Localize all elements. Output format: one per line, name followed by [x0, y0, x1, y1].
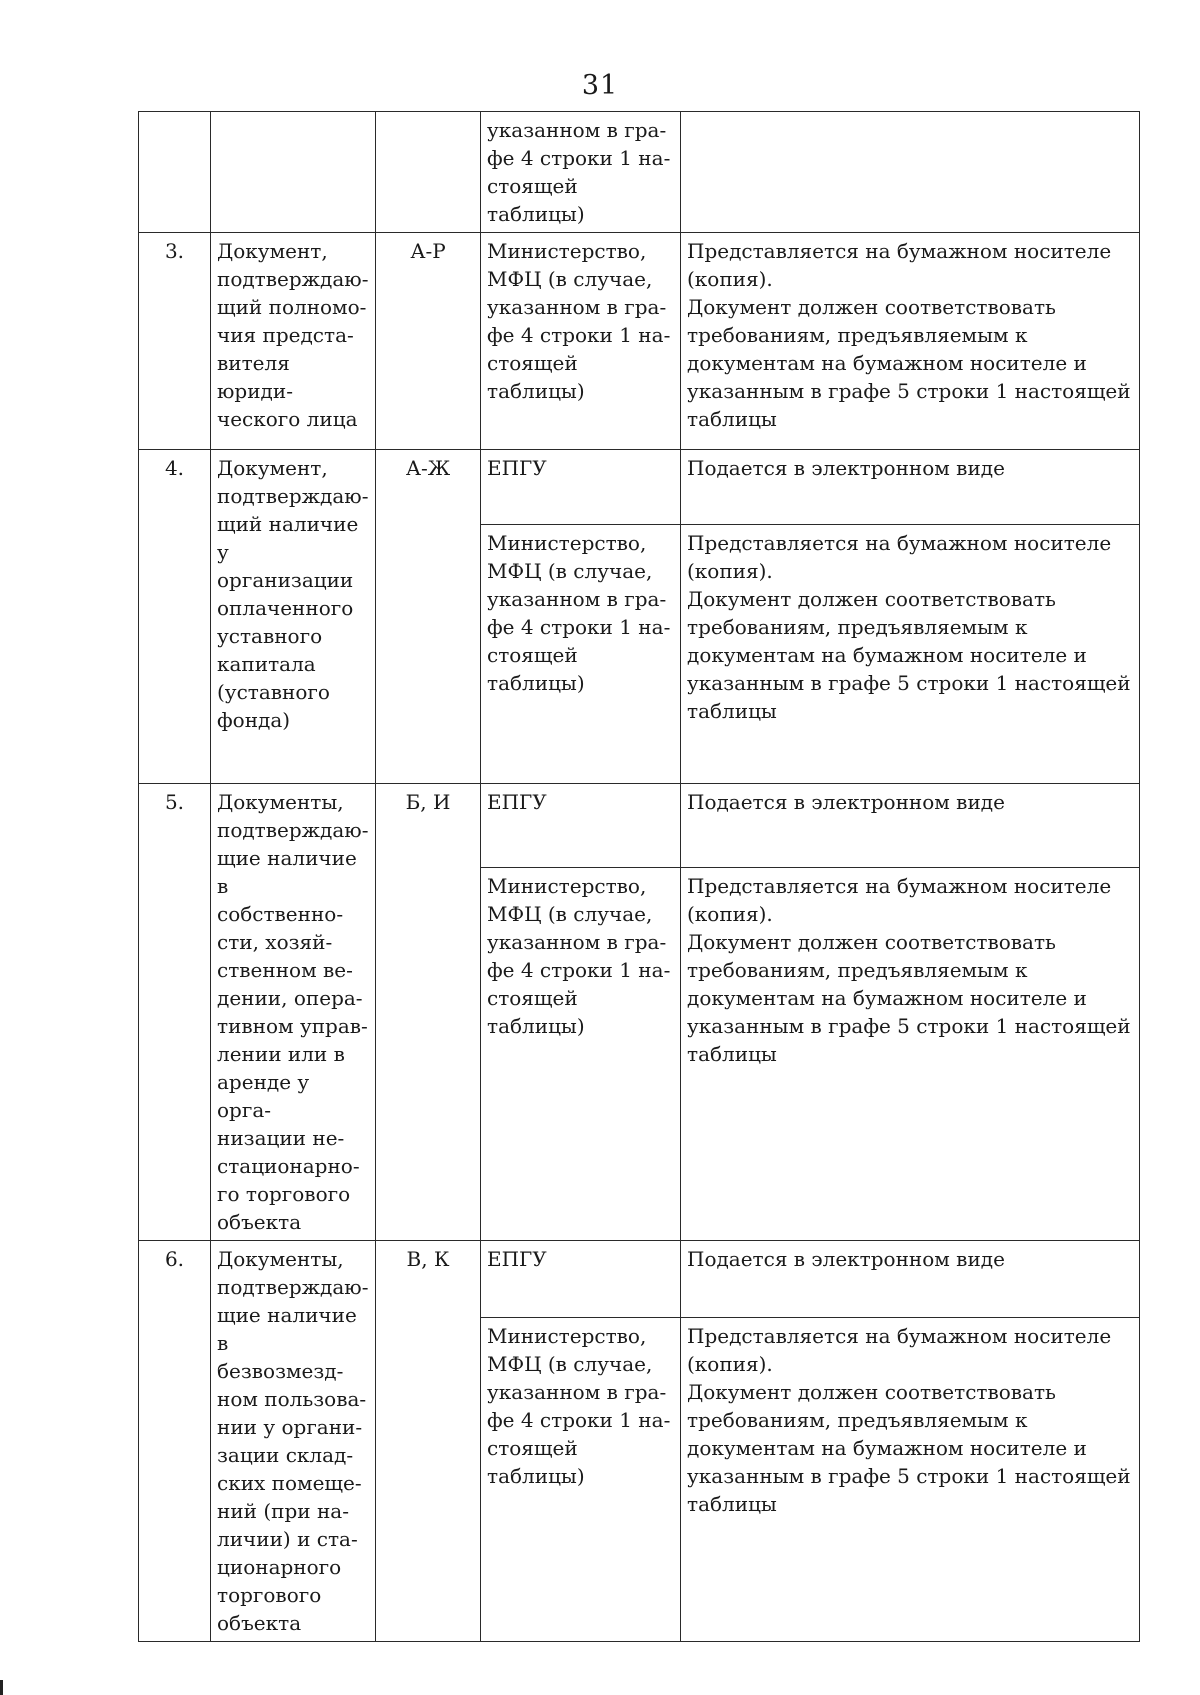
- cell-where: ЕПГУ: [481, 1241, 681, 1318]
- cell-code: А-Р: [376, 233, 481, 450]
- cell-name: Документ, подтверждаю- щий полномо- чия предста- вителя юриди- ческого лица: [211, 233, 376, 450]
- cell-name: Документ, подтверждаю- щий наличие у организации оплаченного уставного капитала (уставного фонда): [211, 450, 376, 784]
- cell-where: Министерство, МФЦ (в случае, указанном в гра- фе 4 строки 1 на- стоящей таблицы): [481, 1317, 681, 1641]
- cell-num: 4.: [139, 450, 211, 784]
- cell-note: Представляется на бумажном носителе (копия). Документ должен соответствовать требованиям, предъявляемым к документам на бумажном носителе и указанным в графе 5 строки 1 настоящей таблицы: [681, 525, 1140, 784]
- table-row-continuation: [139, 112, 1140, 233]
- cell-note: Представляется на бумажном носителе (копия). Документ должен соответствовать требованиям, предъявляемым к документам на бумажном носителе и указанным в графе 5 строки 1 настоящей таблицы: [681, 233, 1140, 450]
- cell-num: 6.: [139, 1241, 211, 1642]
- cell-note: Подается в электронном виде: [681, 784, 1140, 868]
- cell-num: 3.: [139, 233, 211, 450]
- cell-where: указанном в гра- фе 4 строки 1 на- стоящей таблицы): [481, 112, 681, 233]
- cell-note: Представляется на бумажном носителе (копия). Документ должен соответствовать требованиям, предъявляемым к документам на бумажном носителе и указанным в графе 5 строки 1 настоящей таблицы: [681, 1317, 1140, 1641]
- documents-table: [138, 111, 1140, 1642]
- table-row: [139, 233, 1140, 450]
- cell-where: Министерство, МФЦ (в случае, указанном в гра- фе 4 строки 1 на- стоящей таблицы): [481, 233, 681, 450]
- cell-name: Документы, подтверждаю- щие наличие в безвозмезд- ном пользова- нии у органи- зации склад- ских помеще- ний (при на- личии) и ста- ционарного торгового объекта: [211, 1241, 376, 1642]
- cell-num: [139, 112, 211, 233]
- cell-name: [211, 112, 376, 233]
- cell-code: [376, 112, 481, 233]
- cell-name: Документы, подтверждаю- щие наличие в собственно- сти, хозяй- ственном ве- дении, опера- тивном управ- лении или в аренде у орга- низации не- стационарно- го торгового объекта: [211, 784, 376, 1241]
- cell-note: [681, 112, 1140, 233]
- cell-code: Б, И: [376, 784, 481, 1241]
- cell-note: Подается в электронном виде: [681, 1241, 1140, 1318]
- cell-code: В, К: [376, 1241, 481, 1642]
- table-row: [139, 784, 1140, 868]
- cell-note: Подается в электронном виде: [681, 450, 1140, 525]
- cell-code: А-Ж: [376, 450, 481, 784]
- cell-num: 5.: [139, 784, 211, 1241]
- table-row: [139, 1241, 1140, 1318]
- cell-where: Министерство, МФЦ (в случае, указанном в гра- фе 4 строки 1 на- стоящей таблицы): [481, 525, 681, 784]
- cell-where: Министерство, МФЦ (в случае, указанном в гра- фе 4 строки 1 на- стоящей таблицы): [481, 868, 681, 1241]
- scan-artifact: [0, 1680, 3, 1695]
- page-number: 31: [581, 70, 619, 101]
- cell-where: ЕПГУ: [481, 784, 681, 868]
- cell-where: ЕПГУ: [481, 450, 681, 525]
- table-row: [139, 450, 1140, 525]
- cell-note: Представляется на бумажном носителе (копия). Документ должен соответствовать требованиям, предъявляемым к документам на бумажном носителе и указанным в графе 5 строки 1 настоящей таблицы: [681, 868, 1140, 1241]
